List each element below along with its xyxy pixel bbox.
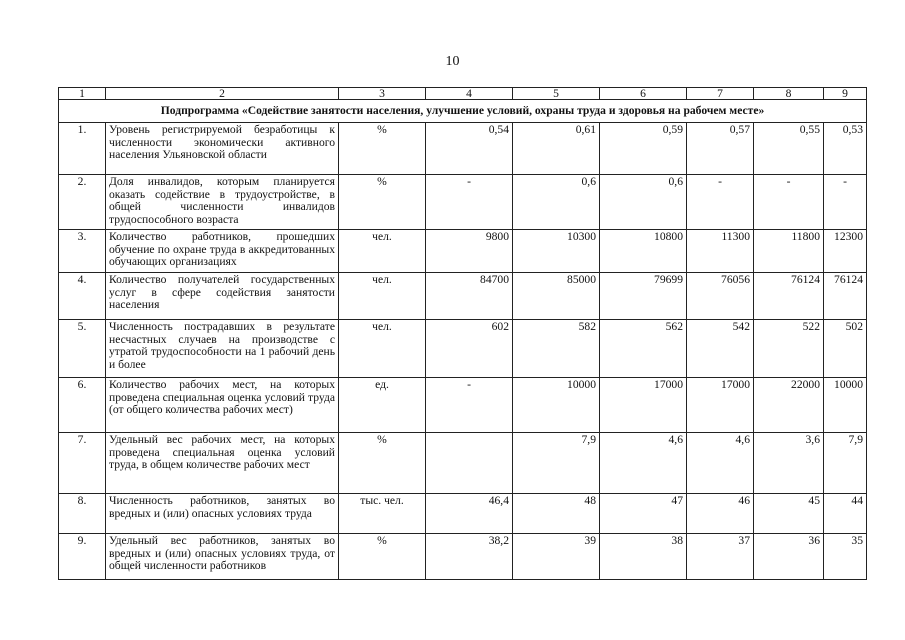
value-cell: 12300 [824,230,867,273]
column-header: 8 [754,88,824,100]
value-cell: 17000 [687,378,754,433]
value-cell: 85000 [513,273,600,320]
value-cell: 502 [824,320,867,378]
row-number: 7. [59,433,106,494]
value-cell: 39 [513,534,600,580]
table-row [59,273,867,320]
value-cell: 38,2 [426,534,513,580]
column-header: 4 [426,88,513,100]
page-number: 10 [445,54,460,69]
value-cell: 3,6 [754,433,824,494]
table-row [59,534,867,580]
indicator-name: Численность пострадавших в результате несчастных случаев на производстве с утратой трудоспособности на 1 рабочий день и более [106,320,339,378]
unit-cell: % [339,175,426,230]
value-cell: 36 [754,534,824,580]
value-cell: 38 [600,534,687,580]
value-cell: 47 [600,494,687,534]
section-row [59,100,867,123]
value-cell: 602 [426,320,513,378]
value-cell: - [426,175,513,230]
value-cell: 0,54 [426,123,513,175]
value-cell: 7,9 [513,433,600,494]
value-cell: 22000 [754,378,824,433]
column-header: 5 [513,88,600,100]
value-cell: 542 [687,320,754,378]
indicator-name: Доля инвалидов, которым планируется оказать содействие в трудоустройстве, в общей численности инвалидов трудоспособного возраста [106,175,339,230]
table-row [59,123,867,175]
unit-cell: чел. [339,320,426,378]
value-cell: 4,6 [687,433,754,494]
unit-cell: чел. [339,273,426,320]
value-cell: 79699 [600,273,687,320]
indicator-name: Удельный вес работников, занятых во вредных и (или) опасных условиях труда, от общей численности работников [106,534,339,580]
value-cell: 0,57 [687,123,754,175]
column-header: 7 [687,88,754,100]
row-number: 9. [59,534,106,580]
indicator-name: Количество получателей государственных услуг в сфере содействия занятости населения [106,273,339,320]
value-cell: 0,55 [754,123,824,175]
unit-cell: чел. [339,230,426,273]
table-row [59,320,867,378]
unit-cell: тыс. чел. [339,494,426,534]
indicator-name: Численность работников, занятых во вредных и (или) опасных условиях труда [106,494,339,534]
value-cell: 0,59 [600,123,687,175]
value-cell: 37 [687,534,754,580]
column-header: 1 [59,88,106,100]
value-cell: 76056 [687,273,754,320]
column-header: 3 [339,88,426,100]
table-row [59,494,867,534]
table-row [59,378,867,433]
column-header: 6 [600,88,687,100]
row-number: 5. [59,320,106,378]
row-number: 3. [59,230,106,273]
table-row [59,175,867,230]
unit-cell: % [339,534,426,580]
value-cell: 17000 [600,378,687,433]
row-number: 8. [59,494,106,534]
value-cell: 76124 [824,273,867,320]
value-cell: - [754,175,824,230]
value-cell: 76124 [754,273,824,320]
unit-cell: % [339,433,426,494]
value-cell: 46 [687,494,754,534]
value-cell: 0,6 [600,175,687,230]
column-number-row [59,88,867,100]
unit-cell: ед. [339,378,426,433]
indicator-name: Количество работников, прошедших обучение по охране труда в аккредитованных обучающих организациях [106,230,339,273]
value-cell [426,433,513,494]
value-cell: 7,9 [824,433,867,494]
value-cell: 0,6 [513,175,600,230]
column-header: 2 [106,88,339,100]
row-number: 1. [59,123,106,175]
value-cell: 10000 [824,378,867,433]
table-row [59,433,867,494]
value-cell: - [426,378,513,433]
value-cell: 10000 [513,378,600,433]
indicators-table [58,87,867,580]
indicator-name: Количество рабочих мест, на которых проведена специальная оценка условий труда (от общего количества рабочих мест) [106,378,339,433]
column-header: 9 [824,88,867,100]
value-cell: 4,6 [600,433,687,494]
value-cell: 11800 [754,230,824,273]
value-cell: - [824,175,867,230]
value-cell: 10300 [513,230,600,273]
value-cell: 35 [824,534,867,580]
section-title: Подпрограмма «Содействие занятости населения, улучшение условий, охраны труда и здоровья на рабочем месте» [59,100,867,123]
value-cell: - [687,175,754,230]
row-number: 6. [59,378,106,433]
unit-cell: % [339,123,426,175]
value-cell: 48 [513,494,600,534]
indicator-name: Удельный вес рабочих мест, на которых проведена специальная оценка условий труда, в общем количестве рабочих мест [106,433,339,494]
value-cell: 562 [600,320,687,378]
value-cell: 0,61 [513,123,600,175]
value-cell: 582 [513,320,600,378]
table-row [59,230,867,273]
value-cell: 44 [824,494,867,534]
value-cell: 84700 [426,273,513,320]
value-cell: 522 [754,320,824,378]
row-number: 2. [59,175,106,230]
row-number: 4. [59,273,106,320]
value-cell: 0,53 [824,123,867,175]
value-cell: 11300 [687,230,754,273]
value-cell: 46,4 [426,494,513,534]
value-cell: 9800 [426,230,513,273]
value-cell: 45 [754,494,824,534]
value-cell: 10800 [600,230,687,273]
indicator-name: Уровень регистрируемой безработицы к численности экономически активного населения Ульяновской области [106,123,339,175]
